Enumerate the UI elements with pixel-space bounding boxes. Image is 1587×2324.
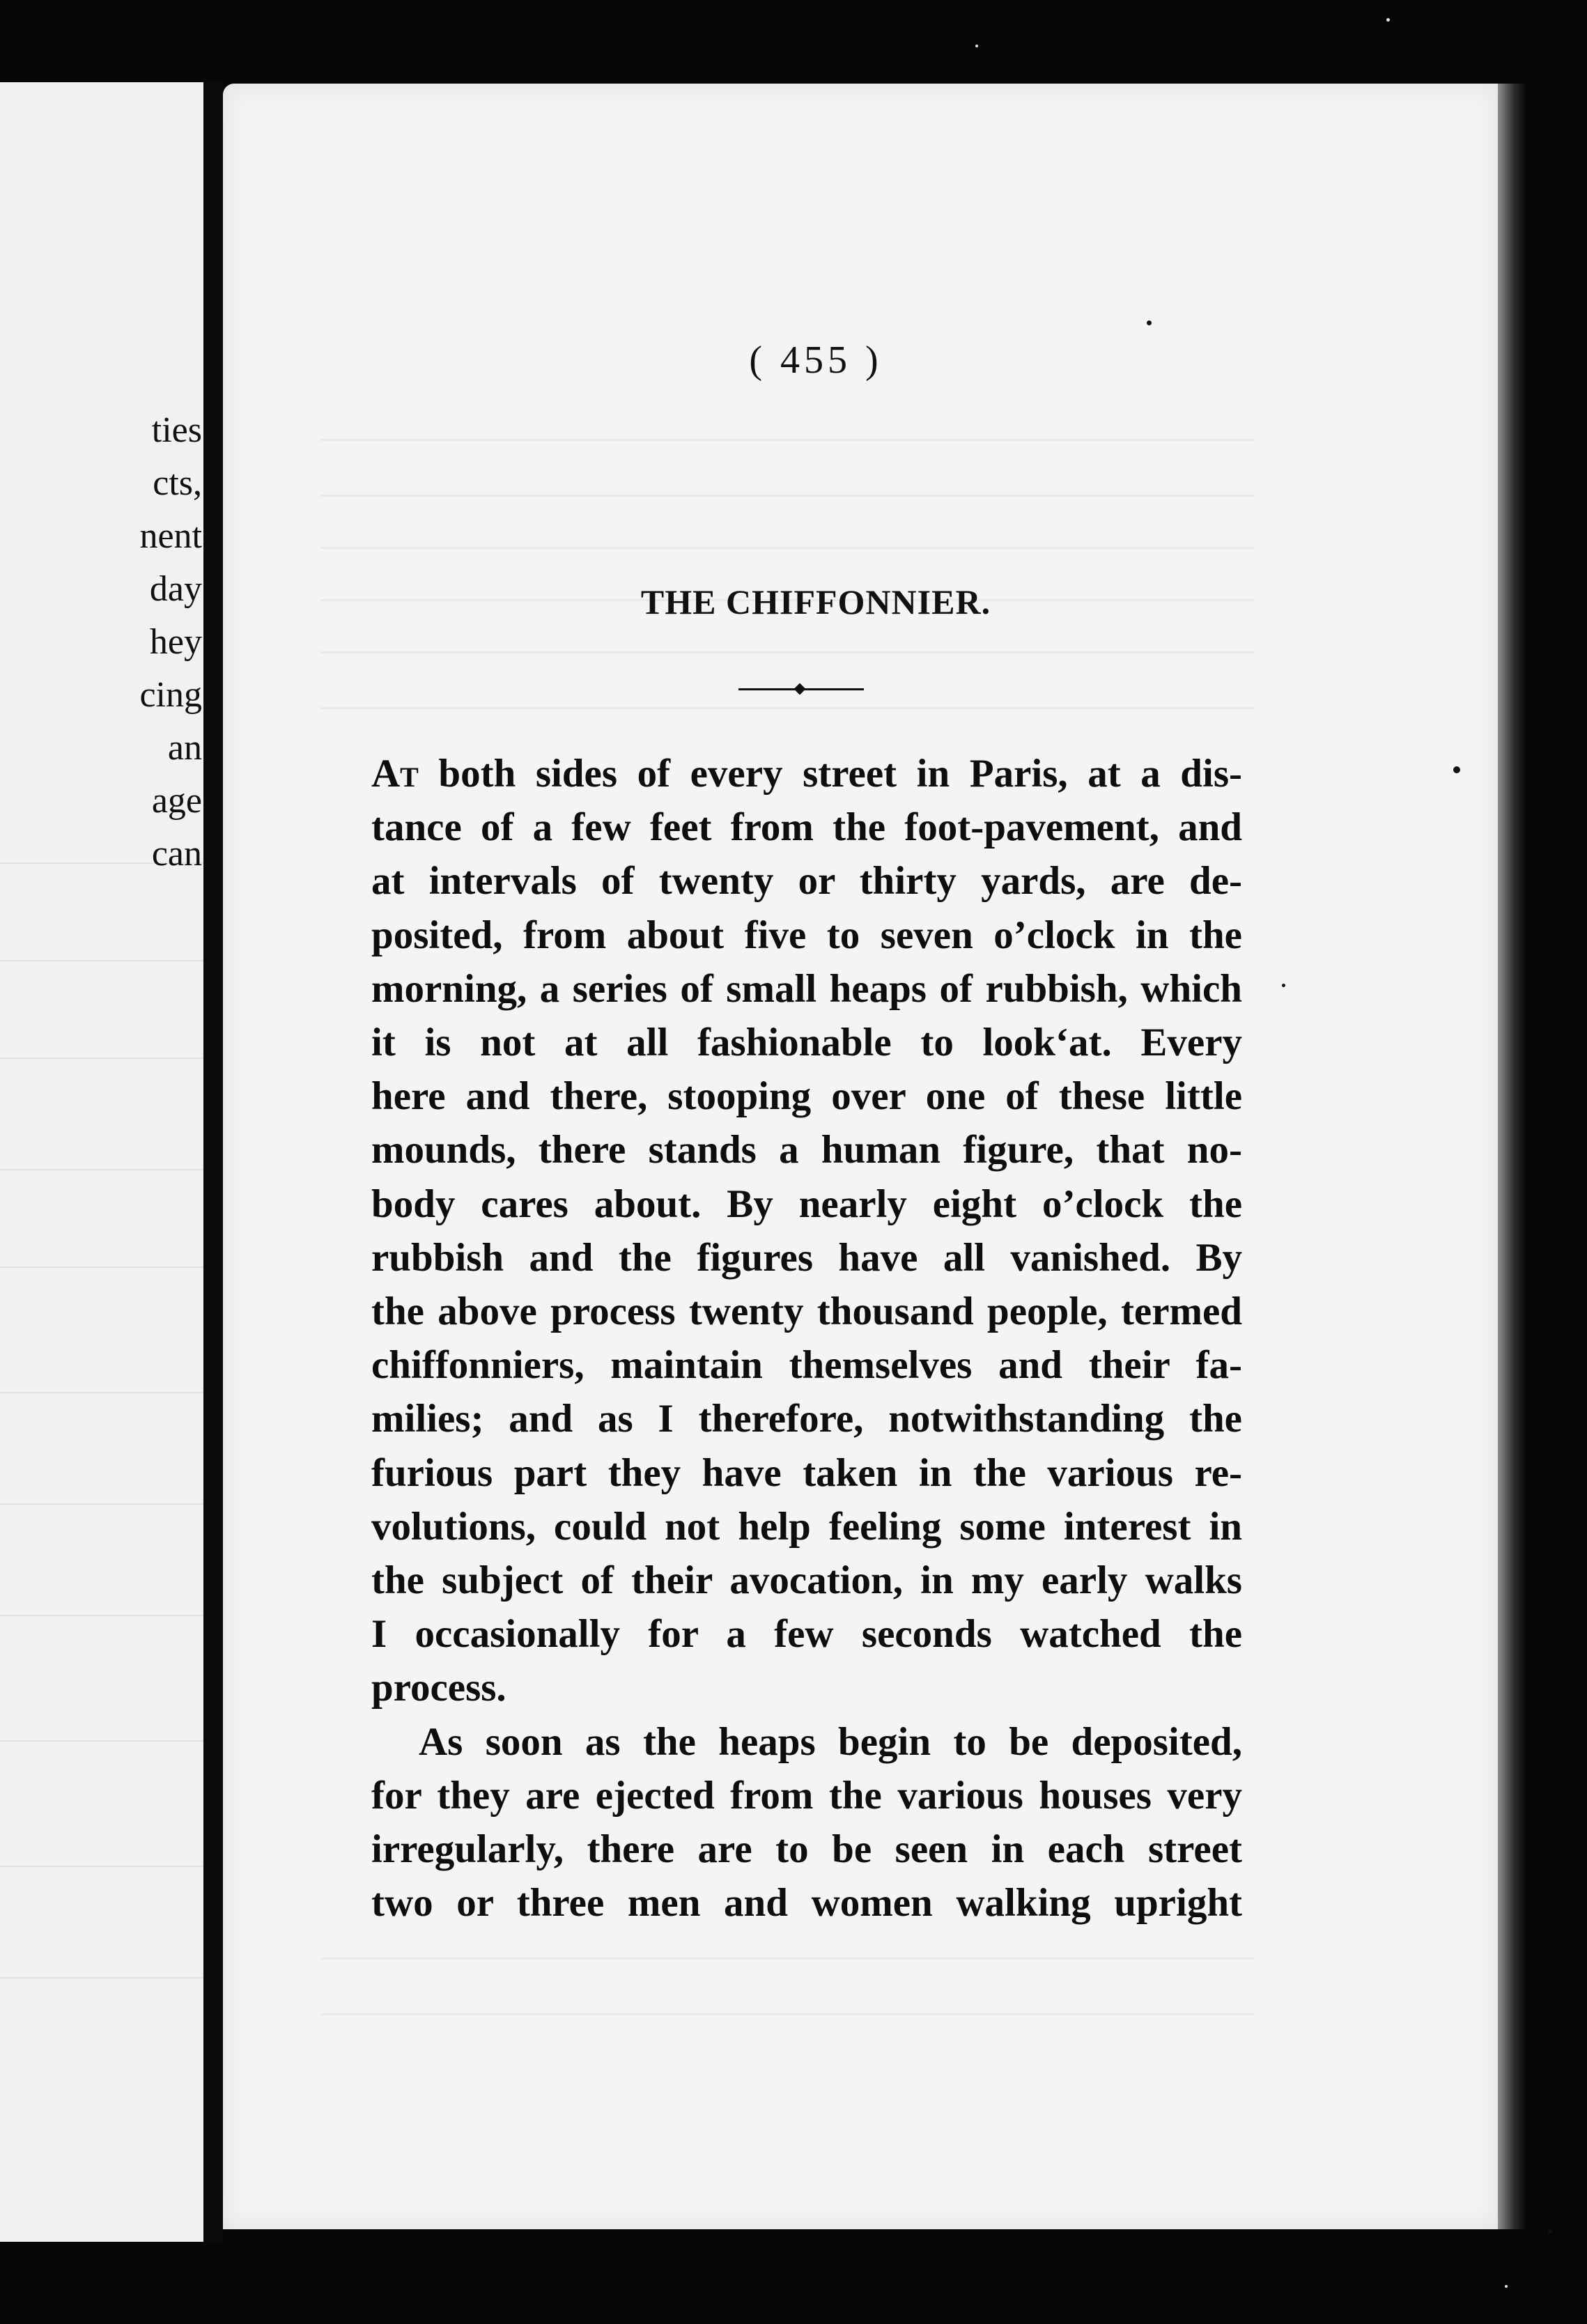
body-text <box>371 747 1242 1930</box>
paragraph-1 <box>371 747 1242 1715</box>
text-line: milies; and as I therefore, notwithstanding the <box>371 1397 1242 1441</box>
text-line: it is not at all fashionable to look‘at. Every <box>371 1021 1242 1065</box>
text-line: furious part they have taken in the various re- <box>371 1450 1242 1495</box>
rule-diamond-ornament <box>794 683 806 695</box>
left-page-fragment-line: ties <box>151 410 202 450</box>
page-number: ( 455 ) <box>749 339 883 382</box>
text-line: morning, a series of small heaps of rubbish, which <box>371 966 1242 1011</box>
text-line-remainder: both sides of every street in Paris, at a dis- <box>418 752 1242 796</box>
text-line: here and there, stooping over one of these little <box>371 1074 1242 1119</box>
ornamental-rule <box>738 684 864 694</box>
dust-speck <box>1548 2229 1552 2233</box>
show-through-line <box>0 1866 203 1867</box>
dust-speck <box>975 45 978 47</box>
drop-word: At <box>371 752 419 796</box>
page-edge-shadow <box>1498 84 1526 2229</box>
text-line: irregularly, there are to be seen in each street <box>371 1827 1242 1872</box>
dust-speck <box>1147 320 1152 325</box>
chapter-title: THE CHIFFONNIER. <box>640 582 991 621</box>
book-gutter <box>203 82 223 2242</box>
dust-speck <box>1505 2285 1508 2288</box>
show-through-line <box>0 1266 203 1268</box>
text-line: As soon as the heaps begin to be deposited, <box>419 1719 1242 1764</box>
text-line: two or three men and women walking upright <box>371 1881 1242 1926</box>
show-through-line <box>0 1615 203 1616</box>
text-line: process. <box>371 1666 506 1710</box>
paragraph-2 <box>371 1715 1242 1930</box>
show-through-line <box>320 495 1254 497</box>
text-line: volutions, could not help feeling some interest in <box>371 1504 1242 1549</box>
left-page-fragment-line: cing <box>139 675 202 715</box>
text-line: body cares about. By nearly eight o’clock the <box>371 1182 1242 1226</box>
text-line: I occasionally for a few seconds watched the <box>371 1612 1242 1657</box>
show-through-line <box>0 1392 203 1393</box>
text-line: rubbish and the figures have all vanished. By <box>371 1235 1242 1280</box>
show-through-line <box>320 1958 1254 1960</box>
text-line: posited, from about five to seven o’clock in the <box>371 913 1242 957</box>
text-line: the above process twenty thousand people, termed <box>371 1289 1242 1334</box>
previous-page-fragment <box>0 82 203 2242</box>
show-through-line <box>0 1503 203 1505</box>
text-line: at intervals of twenty or thirty yards, are de- <box>371 859 1242 904</box>
text-line: tance of a few feet from the foot-pavement, and <box>371 805 1242 850</box>
dust-speck <box>1453 766 1460 773</box>
text-line <box>371 747 1242 800</box>
show-through-line <box>320 651 1254 653</box>
text-line: the subject of their avocation, in my early walks <box>371 1558 1242 1603</box>
show-through-line <box>0 1169 203 1170</box>
dust-speck <box>1282 984 1285 987</box>
show-through-line <box>320 439 1254 441</box>
show-through-line <box>0 960 203 961</box>
left-page-fragment-line: can <box>151 834 202 874</box>
show-through-line <box>0 1977 203 1978</box>
left-page-fragment-line: hey <box>149 622 202 662</box>
show-through-line <box>0 1058 203 1059</box>
show-through-line <box>320 2013 1254 2015</box>
dust-speck <box>1386 18 1390 22</box>
left-page-fragment-line: day <box>149 569 202 609</box>
text-line: for they are ejected from the various houses very <box>371 1773 1242 1818</box>
show-through-line <box>320 547 1254 549</box>
show-through-line <box>0 1740 203 1742</box>
left-page-fragment-line: nent <box>139 516 202 556</box>
left-page-fragment-line: an <box>167 728 202 768</box>
left-page-fragment-line: age <box>151 781 202 821</box>
text-line: chiffonniers, maintain themselves and their fa- <box>371 1343 1242 1388</box>
show-through-line <box>320 707 1254 709</box>
text-line: mounds, there stands a human figure, that no- <box>371 1128 1242 1172</box>
left-page-fragment-line: cts, <box>153 463 202 503</box>
